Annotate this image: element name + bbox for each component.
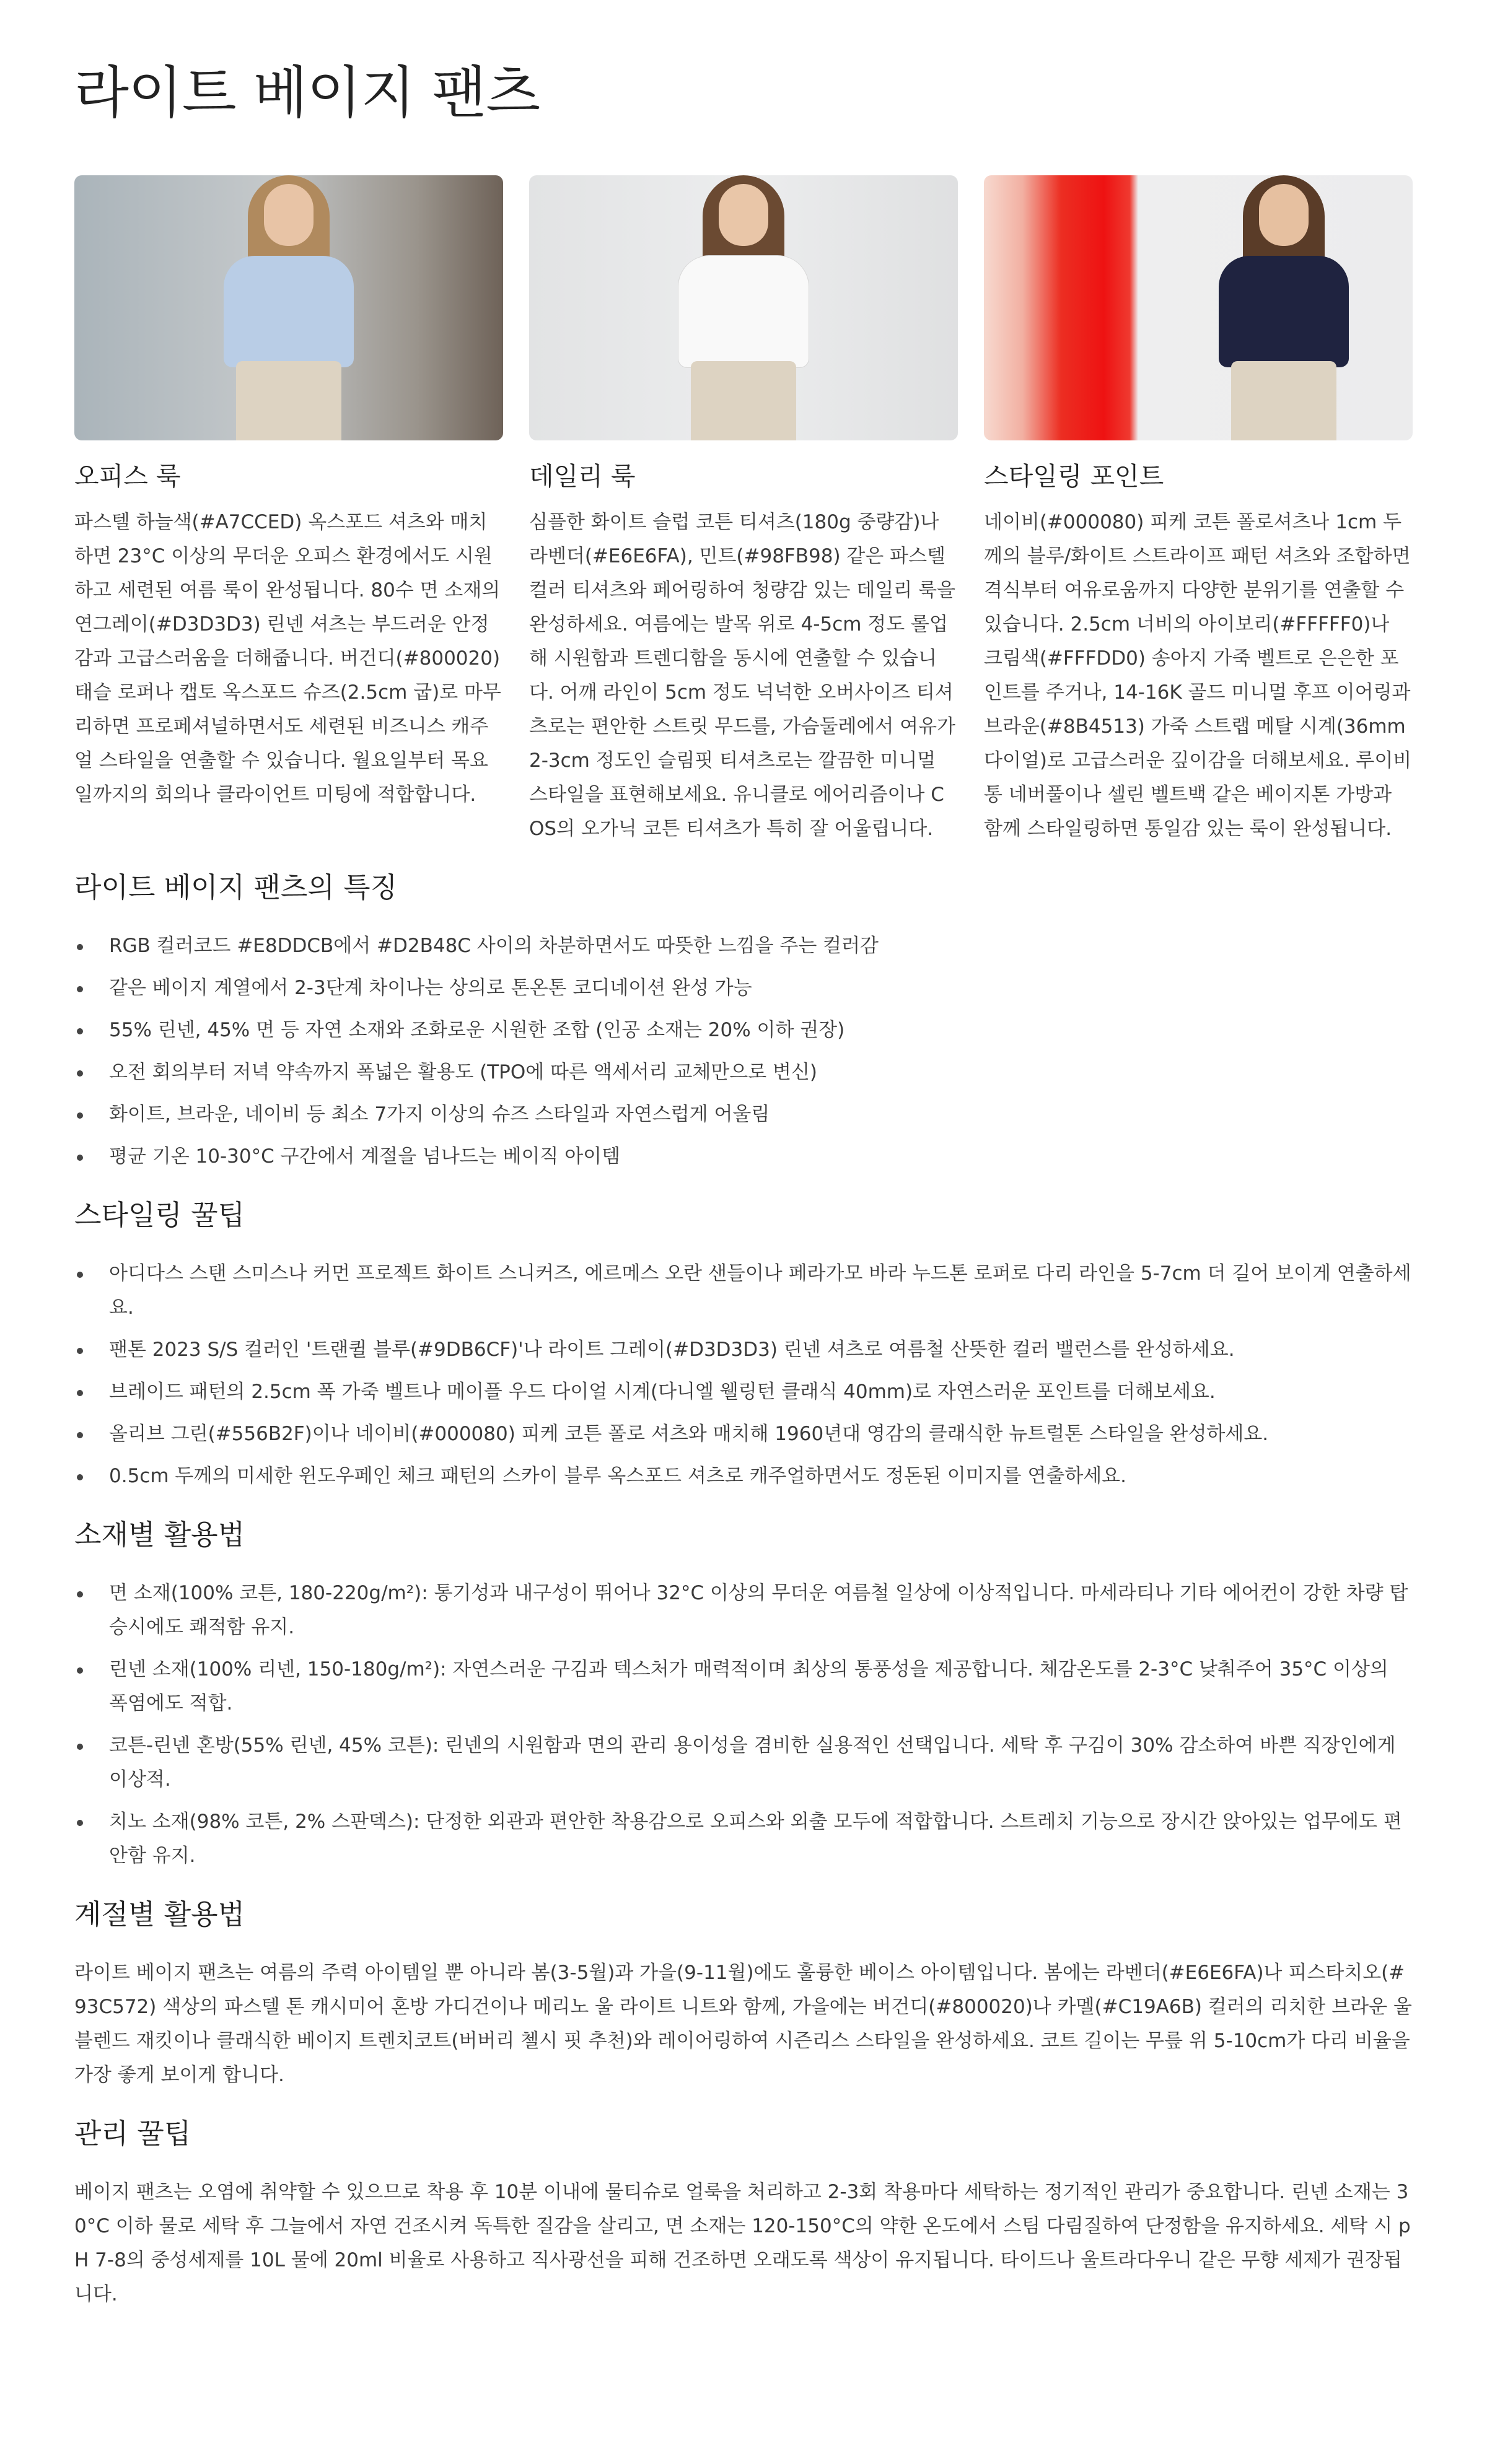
seasons-section [74, 1898, 1413, 2092]
list-item: 린넨 소재(100% 리넨, 150-180g/m²): 자연스러운 구김과 텍스처가 매력적이며 최상의 통풍성을 제공합니다. 체감온도를 2-3°C 낮춰주어 35°C 이상의 폭염에도 적합. [109, 1653, 1413, 1721]
model-face [719, 184, 768, 246]
features-list [74, 929, 1413, 1174]
list-item: 올리브 그린(#556B2F)이나 네이비(#000080) 피케 코튼 폴로 셔츠와 매치해 1960년대 영감의 클래식한 뉴트럴톤 스타일을 완성하세요. [109, 1417, 1413, 1451]
office-look-photo [74, 175, 503, 440]
look-cards [74, 175, 1413, 846]
page-title: 라이트 베이지 팬츠 [74, 61, 540, 126]
list-item: 치노 소재(98% 코튼, 2% 스판덱스): 단정한 외관과 편안한 착용감으로 오피스와 외출 모두에 적합합니다. 스트레치 기능으로 장시간 앉아있는 업무에도 편안함 유지. [109, 1805, 1413, 1873]
list-item: RGB 컬러코드 #E8DDCB에서 #D2B48C 사이의 차분하면서도 따뜻한 느낌을 주는 컬러감 [109, 929, 1413, 963]
list-item: 팬톤 2023 S/S 컬러인 '트랜퀼 블루(#9DB6CF)'나 라이트 그레이(#D3D3D3) 린넨 셔츠로 여름철 산뜻한 컬러 밸런스를 완성하세요. [109, 1333, 1413, 1367]
list-item: 화이트, 브라운, 네이비 등 최소 7가지 이상의 슈즈 스타일과 자연스럽게 어울림 [109, 1098, 1413, 1132]
list-item: 55% 린넨, 45% 면 등 자연 소재와 조화로운 시원한 조합 (인공 소재는 20% 이하 권장) [109, 1013, 1413, 1047]
list-item: 브레이드 패턴의 2.5cm 폭 가죽 벨트나 메이플 우드 다이얼 시계(다니엘 웰링턴 클래식 40mm)로 자연스러운 포인트를 더해보세요. [109, 1375, 1413, 1409]
care-paragraph: 베이지 팬츠는 오염에 취약할 수 있으므로 착용 후 10분 이내에 물티슈로 얼룩을 처리하고 2-3회 착용마다 세탁하는 정기적인 관리가 중요합니다. 린넨 소재는 30°C 이하 물로 세탁 후 그늘에서 자연 건조시켜 독특한 질감을 살리고, 면 소재는 120-150°C의 약한 온도에서 스팀 다림질하여 단정함을 유지하세요. 세탁 시 pH 7-8의 중성세제를 10L 물에 20ml 비율로 사용하고 직사광선을 피해 건조하면 오래도록 색상이 유지됩니다. 타이드나 울트라다우니 같은 무향 세제가 권장됩니다. [74, 2181, 1411, 2306]
section-title: 관리 꿀팁 [74, 2117, 191, 2151]
look-description: 심플한 화이트 슬럽 코튼 티셔츠(180g 중량감)나 라벤더(#E6E6FA), 민트(#98FB98) 같은 파스텔 컬러 티셔츠와 페어링하여 청량감 있는 데일리 룩을 완성하세요. 여름에는 발목 위로 4-5cm 정도 롤업해 시원함과 트렌디함을 동시에 연출할 수 있습니다. 어깨 라인이 5cm 정도 넉넉한 오버사이즈 티셔츠로는 편안한 스트릿 무드를, 가슴둘레에서 여유가 2-3cm 정도인 슬림핏 티셔츠로는 깔끔한 미니멀 스타일을 표현해보세요. 유니클로 에어리즘이나 COS의 오가닉 코튼 티셔츠가 특히 잘 어울립니다. [529, 511, 955, 841]
list-item: 같은 베이지 계열에서 2-3단계 차이나는 상의로 톤온톤 코디네이션 완성 가능 [109, 971, 1413, 1005]
look-card-daily [529, 175, 958, 846]
beige-pants [236, 361, 341, 440]
blue-shirt [224, 256, 354, 367]
care-section [74, 2117, 1413, 2312]
list-item: 코튼-린넨 혼방(55% 린넨, 45% 코튼): 린넨의 시원함과 면의 관리 용이성을 겸비한 실용적인 선택입니다. 세탁 후 구김이 30% 감소하여 바쁜 직장인에게 이상적. [109, 1729, 1413, 1797]
section-title: 스타일링 꿀팁 [74, 1199, 245, 1232]
look-card-office [74, 175, 503, 846]
look-description: 파스텔 하늘색(#A7CCED) 옥스포드 셔츠와 매치하면 23°C 이상의 무더운 오피스 환경에서도 시원하고 세련된 여름 룩이 완성됩니다. 80수 면 소재의 연그레이(#D3D3D3) 린넨 셔츠는 부드러운 안정감과 고급스러움을 더해줍니다. 버건디(#800020) 태슬 로퍼나 캡토 옥스포드 슈즈(2.5cm 굽)로 마무리하면 프로페셔널하면서도 세련된 비즈니스 캐주얼 스타일을 연출할 수 있습니다. 월요일부터 목요일까지의 회의나 클라이언트 미팅에 적합합니다. [74, 511, 501, 806]
section-title: 계절별 활용법 [74, 1898, 245, 1931]
look-description: 네이비(#000080) 피케 코튼 폴로셔츠나 1cm 두께의 블루/화이트 스트라이프 패턴 셔츠와 조합하면 격식부터 여유로움까지 다양한 분위기를 연출할 수 있습니다. 2.5cm 너비의 아이보리(#FFFFF0)나 크림색(#FFFDD0) 송아지 가죽 벨트로 은은한 포인트를 주거나, 14-16K 골드 미니멀 후프 이어링과 브라운(#8B4513) 가죽 스트랩 메탈 시계(36mm 다이얼)로 고급스러운 깊이감을 더해보세요. 루이비통 네버풀이나 셀린 벨트백 같은 베이지톤 가방과 함께 스타일링하면 통일감 있는 룩이 완성됩니다. [984, 511, 1412, 841]
look-card-styling [984, 175, 1413, 846]
styling-point-photo [984, 175, 1413, 440]
tips-section [74, 1199, 1413, 1493]
beige-pants [1231, 361, 1336, 440]
beige-pants [691, 361, 796, 440]
list-item: 아디다스 스탠 스미스나 커먼 프로젝트 화이트 스니커즈, 에르메스 오란 샌들이나 페라가모 바라 누드톤 로퍼로 다리 라인을 5-7cm 더 길어 보이게 연출하세요. [109, 1257, 1413, 1325]
materials-section [74, 1518, 1413, 1873]
white-tshirt [678, 256, 809, 367]
seasons-paragraph: 라이트 베이지 팬츠는 여름의 주력 아이템일 뿐 아니라 봄(3-5월)과 가을(9-11월)에도 훌륭한 베이스 아이템입니다. 봄에는 라벤더(#E6E6FA)나 피스타치오(#93C572) 색상의 파스텔 톤 캐시미어 혼방 가디건이나 메리노 울 라이트 니트와 함께, 가을에는 버건디(#800020)나 카멜(#C19A6B) 컬러의 리치한 브라운 울 블렌드 재킷이나 클래식한 베이지 트렌치코트(버버리 첼시 핏 추천)와 레이어링하여 시즌리스 스타일을 완성하세요. 코트 길이는 무릎 위 5-10cm가 다리 비율을 가장 좋게 보이게 합니다. [74, 1962, 1412, 2087]
section-title: 라이트 베이지 팬츠의 특징 [74, 871, 398, 904]
look-title: 스타일링 포인트 [984, 461, 1164, 492]
look-title: 오피스 룩 [74, 461, 181, 492]
model-face [1259, 184, 1309, 246]
daily-look-photo [529, 175, 958, 440]
look-title: 데일리 룩 [529, 461, 636, 492]
list-item: 면 소재(100% 코튼, 180-220g/m²): 통기성과 내구성이 뛰어나 32°C 이상의 무더운 여름철 일상에 이상적입니다. 마세라티나 기타 에어컨이 강한 차량 탑승시에도 쾌적함 유지. [109, 1576, 1413, 1645]
list-item: 평균 기온 10-30°C 구간에서 계절을 넘나드는 베이직 아이템 [109, 1140, 1413, 1174]
navy-polo [1219, 256, 1349, 367]
section-title: 소재별 활용법 [74, 1518, 245, 1552]
list-item: 0.5cm 두께의 미세한 윈도우페인 체크 패턴의 스카이 블루 옥스포드 셔츠로 캐주얼하면서도 정돈된 이미지를 연출하세요. [109, 1459, 1413, 1493]
materials-list [74, 1576, 1413, 1873]
features-section [74, 871, 1413, 1174]
tips-list [74, 1257, 1413, 1493]
model-face [264, 184, 314, 246]
list-item: 오전 회의부터 저녁 약속까지 폭넓은 활용도 (TPO에 따른 액세서리 교체만으로 변신) [109, 1055, 1413, 1090]
